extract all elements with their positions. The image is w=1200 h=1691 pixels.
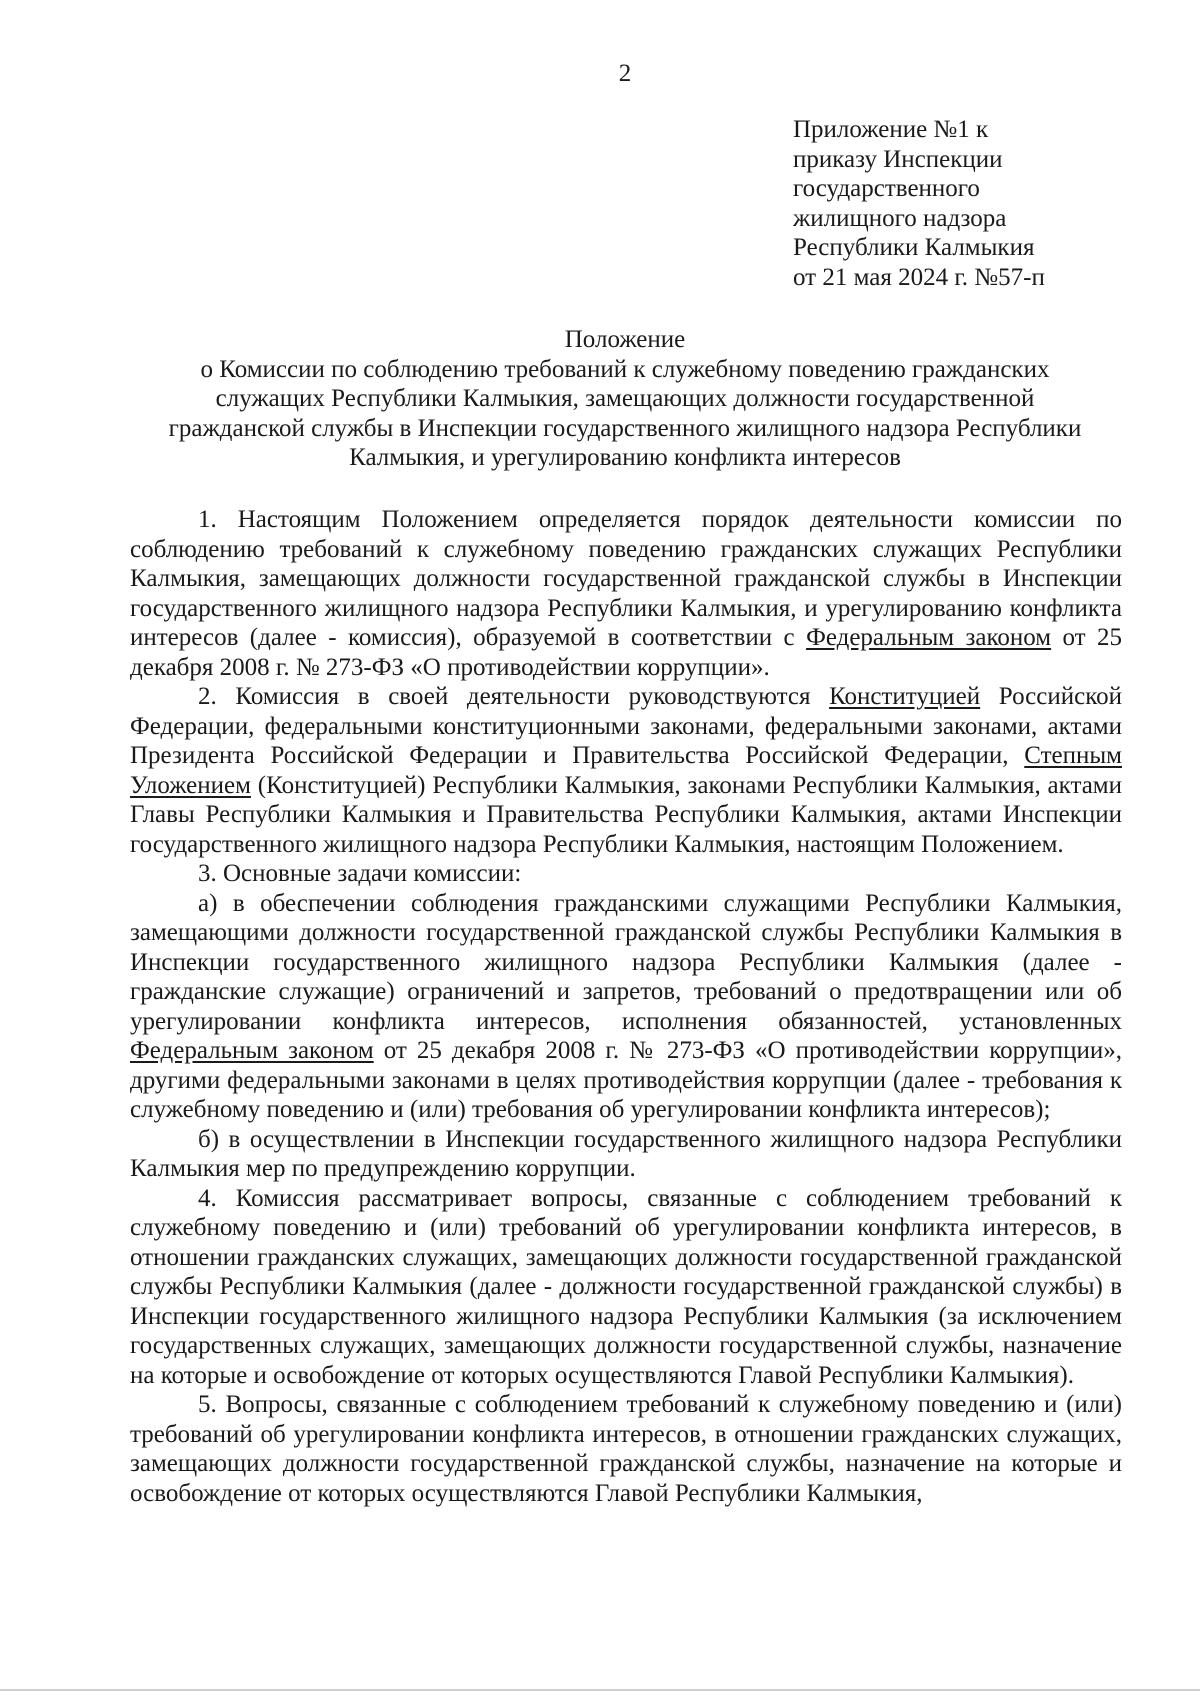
appendix-line: приказу Инспекции: [793, 145, 1003, 173]
paragraph-1: 1. Настоящим Положением определяется порядок деятельности комиссии по соблюдению требований к служебному поведению гражданских служащих Республики Калмыкия, замещающих должности государственной гражданской службы в Инспекции государственного жилищного надзора Республики Калмыкия, и урегулированию конфликта интересов (далее - комиссия), образуемой в соответствии с Федеральным законом от 25 декабря 2008 г. № 273-ФЗ «О противодействии коррупции».: [130, 506, 1123, 681]
paragraph-3: 3. Основные задачи комиссии:: [198, 860, 522, 887]
paragraph-3b: б) в осуществлении в Инспекции государственного жилищного надзора Республики Калмыкия мер по предупреждению коррупции.: [130, 1125, 1122, 1182]
appendix-line: жилищного надзора: [793, 204, 1007, 232]
title-line: служащих Республики Калмыкия, замещающих должности государственной: [215, 385, 1035, 412]
appendix-line: государственного: [793, 175, 980, 202]
federal-law-link[interactable]: Федеральным законом: [806, 624, 1052, 651]
paragraph-3a: а) в обеспечении соблюдения гражданскими служащими Республики Калмыкия, замещающими должности государственной гражданской службы Республики Калмыкия в Инспекции государственного жилищного надзора Республики Калмыкия (далее - гражданские служащие) ограничений и запретов, требований о предотвращении или об урегулировании конфликта интересов, исполнения обязанностей, установленных Федеральным законом от 25 декабря 2008 г. № 273-ФЗ «О противодействии коррупции», другими федеральными законами в целях противодействия коррупции (далее - требования к служебному поведению и (или) требования об урегулировании конфликта интересов);: [130, 889, 1123, 1123]
paragraph-4: 4. Комиссия рассматривает вопросы, связанные с соблюдением требований к служебному поведению и (или) требований об урегулировании конфликта интересов, в отношении гражданских служащих, замещающих должности государственной гражданской службы Республики Калмыкия (далее - должности государственной гражданской службы) в Инспекции государственного жилищного надзора Республики Калмыкия (за исключением государственных служащих, замещающих должности государственной службы, назначение на которые и освобождение от которых осуществляются Главой Республики Калмыкия).: [130, 1184, 1122, 1389]
appendix-line: от 21 мая 2024 г. №57-п: [793, 263, 1045, 291]
appendix-header: [793, 115, 1045, 292]
paragraph-2: 2. Комиссия в своей деятельности руководствуются Конституцией Российской Федерации, федеральными конституционными законами, федеральными законами, актами Президента Российской Федерации и Правительства Российской Федерации, Степным Уложением (Конституцией) Республики Калмыкия, законами Республики Калмыкия, актами Главы Республики Калмыкия и Правительства Республики Калмыкия, актами Инспекции государственного жилищного надзора Республики Калмыкия, настоящим Положением.: [130, 683, 1122, 858]
paragraph-5: 5. Вопросы, связанные с соблюдением требований к служебному поведению и (или) требований об урегулировании конфликта интересов, в отношении гражданских служащих, замещающих должности государственной гражданской службы, назначение на которые и освобождение от которых осуществляются Главой Республики Калмыкия,: [130, 1391, 1122, 1507]
title-line: о Комиссии по соблюдению требований к служебному поведению гражданских: [200, 355, 1050, 383]
constitution-link[interactable]: Конституцией: [829, 683, 981, 710]
title-line: Калмыкия, и урегулированию конфликта интересов: [349, 444, 901, 471]
document-title: [130, 325, 1120, 473]
appendix-line: Приложение №1 к: [793, 116, 989, 143]
title-line: гражданской службы в Инспекции государственного жилищного надзора Республики: [168, 414, 1082, 442]
steppe-code-link[interactable]: Степным Уложением: [130, 742, 1122, 799]
title-heading: Положение: [564, 326, 686, 353]
appendix-line: Республики Калмыкия: [793, 234, 1035, 261]
page-number: 2: [618, 60, 632, 87]
federal-law-link[interactable]: Федеральным законом: [130, 1037, 374, 1064]
document-body: [130, 505, 1122, 1508]
